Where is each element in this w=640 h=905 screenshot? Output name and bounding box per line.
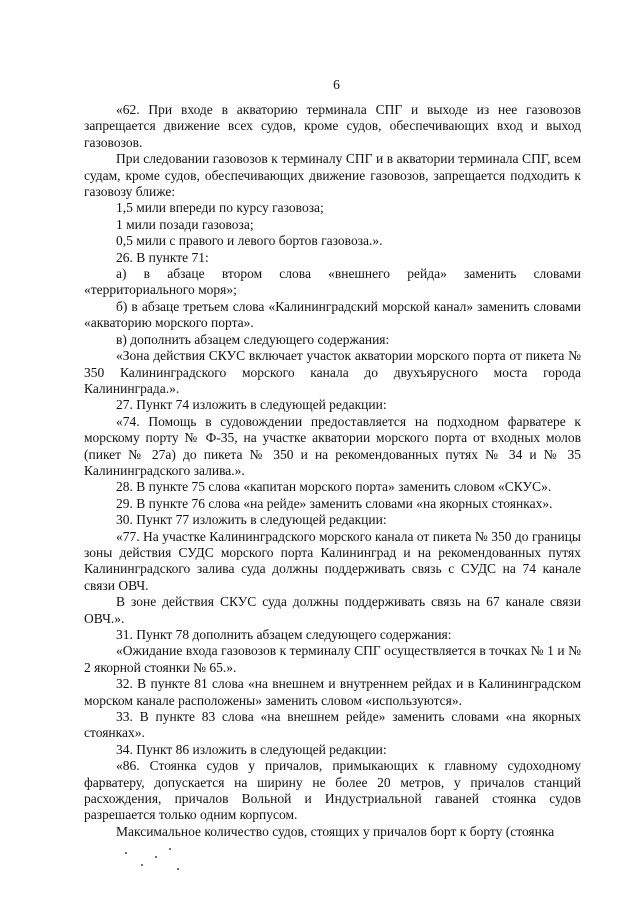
page-number: 6 — [333, 77, 340, 92]
paragraph: а) в абзаце втором слова «внешнего рейда» заменить словами «территориального моря»; — [84, 266, 581, 298]
paragraph: «62. При входе в акваторию терминала СПГ и выходе из нее газовозов запрещается движение всех судов, кроме судов, обеспечивающих вход и выход газовозов. — [84, 102, 581, 150]
paragraph: 1 мили позади газовоза; — [116, 216, 254, 232]
paragraph: «74. Помощь в судовождении предоставляется на подходном фарватере к морскому порту № Ф-35, на участке акватории морского порта от входных молов (пикет № 27а) до пикета № 350 и на рекомендованных путях № 34 и № 35 Калининградского залива.». — [84, 413, 581, 478]
paragraph: 26. В пункте 71: — [116, 249, 209, 265]
paragraph: 27. Пункт 74 изложить в следующей редакции: — [116, 397, 387, 413]
paragraph: В зоне действия СКУС суда должны поддерживать связь на 67 канале связи ОВЧ.». — [84, 594, 581, 626]
paragraph: 30. Пункт 77 изложить в следующей редакции: — [116, 512, 387, 528]
paragraph: При следовании газовозов к терминалу СПГ и в акватории терминала СПГ, всем судам, кроме судов, обеспечивающих движение газовозов, запрещается подходить к газовозу ближе: — [84, 151, 581, 200]
paragraph: «Зона действия СКУС включает участок акватории морского порта от пикета № 350 Калининградского морского канала до двухъярусного моста города Калининграда.». — [84, 348, 581, 396]
paragraph: 32. В пункте 81 слова «на внешнем и внутреннем рейдах и в Калининградском морском канале расположены» заменить словом «используются». — [84, 676, 581, 708]
paragraph: «Ожидание входа газовозов к терминалу СПГ осуществляется в точках № 1 и № 2 якорной стоянки № 65.». — [84, 643, 581, 675]
paragraph: 34. Пункт 86 изложить в следующей редакции: — [116, 741, 387, 757]
paragraph: в) дополнить абзацем следующего содержания: — [116, 331, 390, 347]
paragraph: «77. На участке Калининградского морского канала от пикета № 350 до границы зоны действия СУДС морского порта Калининград и на рекомендованных путях Калининградского залива суда должны поддерживать связь с СУДС на 74 канале связи ОВЧ. — [84, 528, 581, 593]
paragraph: 33. В пункте 83 слова «на внешнем рейде» заменить словами «на якорных стоянках». — [84, 709, 581, 741]
document-body — [84, 102, 581, 840]
paragraph: 29. В пункте 76 слова «на рейде» заменить словами «на якорных стоянках». — [116, 495, 553, 511]
paragraph: 0,5 мили с правого и левого бортов газовоза.». — [116, 233, 383, 249]
paragraph: 28. В пункте 75 слова «капитан морского порта» заменить словом «СКУС». — [116, 479, 552, 495]
scan-specks — [125, 842, 195, 882]
paragraph: 1,5 мили впереди по курсу газовоза; — [116, 200, 324, 216]
paragraph: б) в абзаце третьем слова «Калининградский морской канал» заменить словами «акваторию морского порта». — [84, 298, 581, 331]
paragraph: «86. Стоянка судов у причалов, примыкающих к главному судоходному фарватеру, допускается на ширину не более 20 метров, у причалов станций расхождения, причалов Вольной и Индустриальной гаваней стоянка судов разрешается только одним корпусом. — [84, 758, 581, 823]
paragraph: 31. Пункт 78 дополнить абзацем следующего содержания: — [116, 627, 452, 642]
paragraph: Максимальное количество судов, стоящих у причалов борт к борту (стоянка — [116, 823, 555, 839]
